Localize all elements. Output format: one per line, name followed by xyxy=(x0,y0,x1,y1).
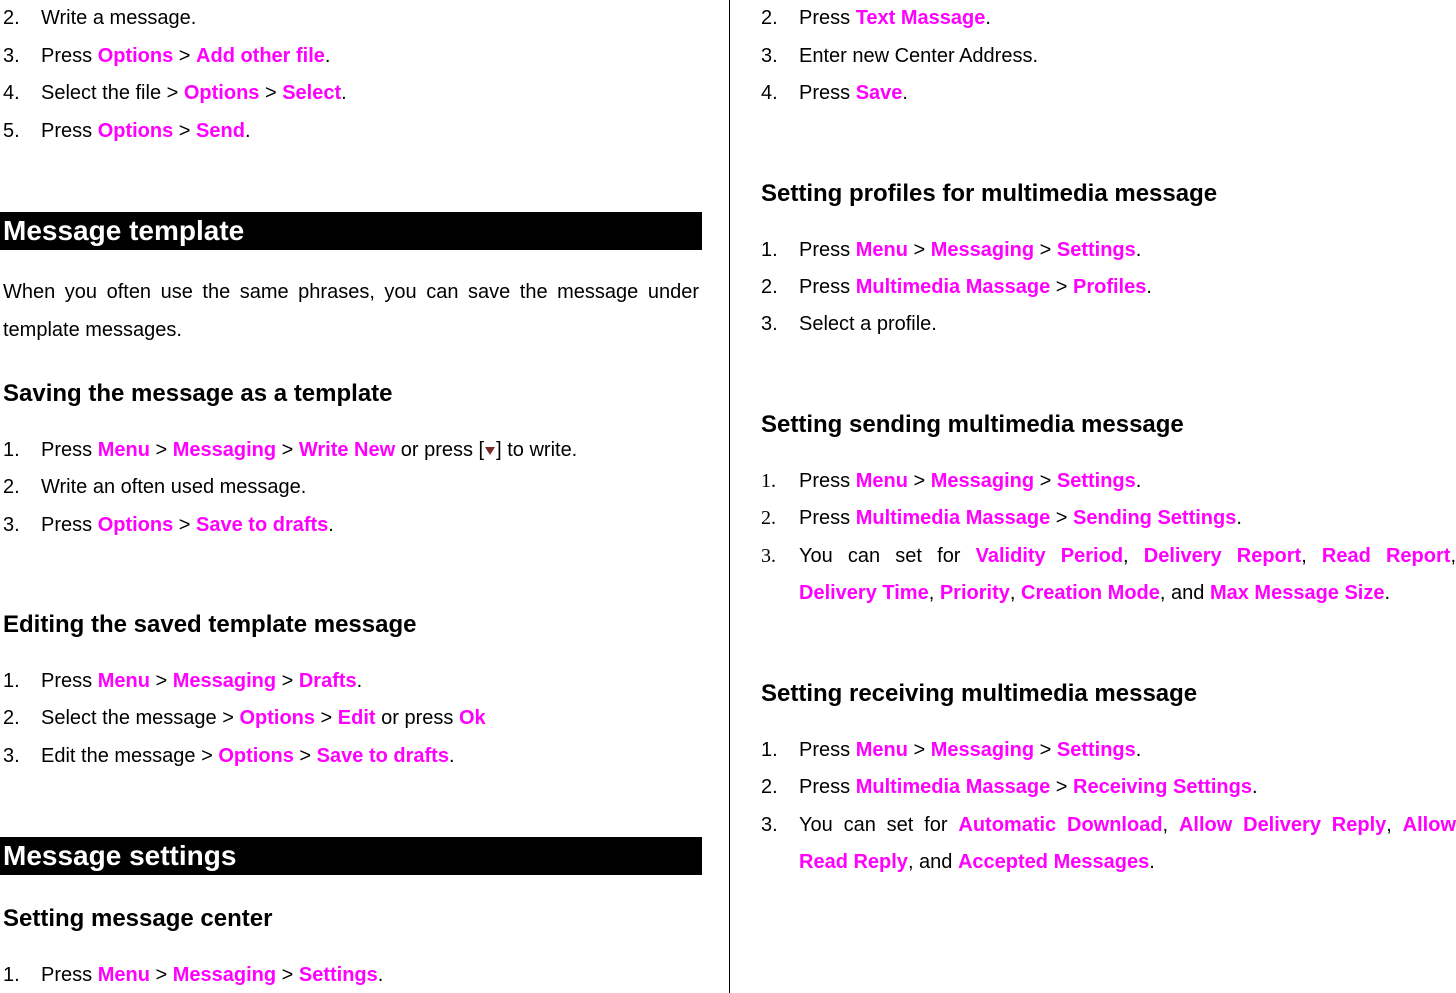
section-banner-message-template: Message template xyxy=(0,212,702,250)
keyword: Creation Mode xyxy=(1021,582,1160,604)
keyword: Save to drafts xyxy=(316,745,449,767)
keyword: Multimedia Massage xyxy=(855,776,1051,798)
keyword: Options xyxy=(97,120,174,142)
heading-profiles: Setting profiles for multimedia message xyxy=(761,180,1218,207)
keyword: Options xyxy=(218,745,294,767)
keyword: Read Report xyxy=(1321,545,1451,567)
keyword: Send xyxy=(196,120,245,142)
keyword: Settings xyxy=(1056,239,1136,261)
keyword: Profiles xyxy=(1073,276,1147,298)
column-divider xyxy=(729,0,730,993)
keyword: Drafts xyxy=(298,670,357,692)
keyword: Allow xyxy=(1402,814,1456,836)
keyword: Options xyxy=(183,82,260,104)
keyword: Validity Period xyxy=(975,545,1124,567)
keyword: Menu xyxy=(855,239,908,261)
keyword: Settings xyxy=(1056,739,1136,761)
left-column: 2. Write a message. 3. Press Options > Add other file. 4. Select the file > Options > Select. 5. Press Options > Send. Message template When you often use the same phrases, you can save the message under template messages. Saving the message as a template 1. Press Menu > Messaging > Write New or press [ ] to write. 2. Write an often used message. 3. Press Options > Save to drafts. Editing the saved template message 1. Press Menu > Messaging > Drafts. 2. Select the message > Options > Edit or press Ok 3. Edit the message > Options > Save to drafts. Message settings Setting message center 1. Press Menu > Messaging > Settings. xyxy=(0,0,703,993)
keyword: Options xyxy=(97,45,174,67)
keyword: Automatic Download xyxy=(958,814,1163,836)
keyword: Select xyxy=(282,82,342,104)
keyword: Settings xyxy=(298,964,378,986)
keyword: Delivery Time xyxy=(799,582,929,604)
heading-message-center: Setting message center xyxy=(3,905,273,932)
keyword: Menu xyxy=(97,439,150,461)
heading-receiving: Setting receiving multimedia message xyxy=(761,680,1198,707)
keyword: Menu xyxy=(97,670,150,692)
keyword: Text Massage xyxy=(855,7,986,29)
keyword: Options xyxy=(239,707,315,729)
keyword: Receiving Settings xyxy=(1073,776,1252,798)
keyword: Messaging xyxy=(172,670,277,692)
keyword: Messaging xyxy=(930,239,1035,261)
keyword: Add other file xyxy=(196,45,325,67)
heading-saving-template: Saving the message as a template xyxy=(3,380,393,407)
keyword: Multimedia Massage xyxy=(855,507,1051,529)
keyword: Options xyxy=(97,514,174,536)
keyword: Delivery Report xyxy=(1143,545,1302,567)
keyword: Messaging xyxy=(172,964,277,986)
keyword: Read Reply xyxy=(799,851,908,873)
keyword: Menu xyxy=(855,739,908,761)
keyword: Allow Delivery Reply xyxy=(1178,814,1387,836)
section-banner-message-settings: Message settings xyxy=(0,837,702,875)
keyword: Settings xyxy=(1056,470,1136,492)
keyword: Sending Settings xyxy=(1073,507,1237,529)
keyword: Messaging xyxy=(172,439,277,461)
keyword: Menu xyxy=(97,964,150,986)
keyword: Max Message Size xyxy=(1209,582,1385,604)
down-arrow-key-icon xyxy=(484,444,496,458)
heading-editing-template: Editing the saved template message xyxy=(3,611,417,638)
keyword: Messaging xyxy=(930,739,1035,761)
keyword: Edit xyxy=(337,707,376,729)
keyword: Save xyxy=(855,82,903,104)
keyword: Ok xyxy=(458,707,486,729)
heading-sending: Setting sending multimedia message xyxy=(761,411,1184,438)
keyword: Accepted Messages xyxy=(957,851,1150,873)
keyword: Menu xyxy=(855,470,908,492)
keyword: Save to drafts xyxy=(196,514,329,536)
right-column: 2. Press Text Massage. 3. Enter new Center Address. 4. Press Save. Setting profiles for multimedia message 1. Press Menu > Messaging > Settings. 2. Press Multimedia Massage > Profiles. 3. Select a profile. Setting sending multimedia message 1. Press Menu > Messaging > Settings. 2. Press Multimedia Massage > Sending Settings. 3. You can set for Validity Period, Delivery Report, Read Report, Delivery Time, Priority, Creation Mode, and Max Message Size. Setting receiving multimedia message 1. Press Menu > Messaging > Settings. 2. Press Multimedia Massage > Receiving Settings. 3. You can set for Automatic Download, Allow Delivery Reply, Allow Read Reply, and Accepted Messages. xyxy=(761,7,1456,873)
keyword: Messaging xyxy=(930,470,1035,492)
keyword: Multimedia Massage xyxy=(855,276,1051,298)
keyword: Write New xyxy=(298,439,396,461)
template-description: When you often use the same phrases, you can save the message under template messages. xyxy=(3,281,699,341)
keyword: Priority xyxy=(939,582,1010,604)
